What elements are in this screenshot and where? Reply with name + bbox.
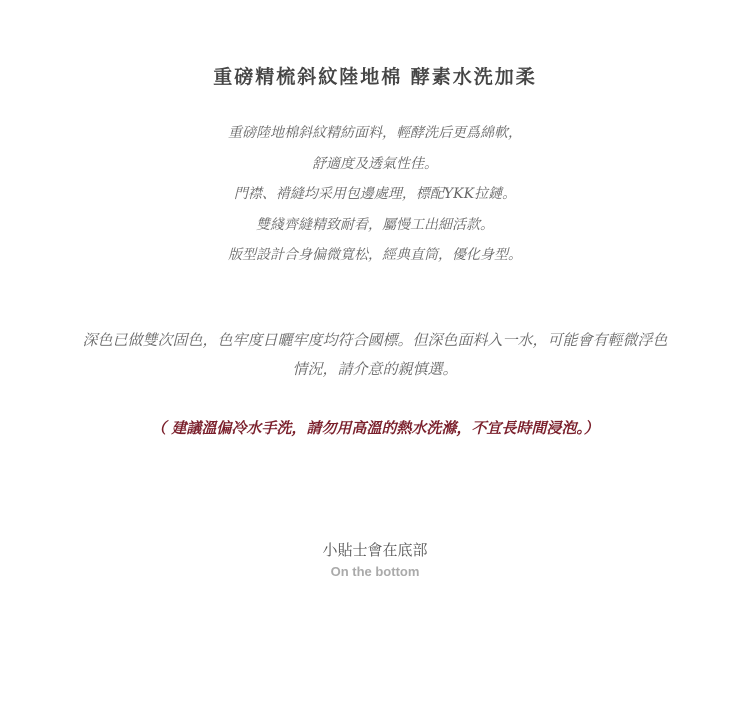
tips-label-en: On the bottom: [330, 564, 420, 579]
notice-line: 深色已做雙次固色，色牢度日曬牢度均符合國標。但深色面料入一水，可能會有輕微浮色: [82, 331, 668, 349]
intro-line: 舒適度及透氣性佳。: [312, 155, 438, 172]
intro-line: 雙綫齊縫精致耐看，屬慢工出細活款。: [256, 216, 494, 233]
intro-line: 門襟、褙縫均采用包邊處理，標配YKK拉鏈。: [233, 186, 517, 202]
color-notice-block: [0, 326, 750, 384]
page-title: 重磅精梳斜紋陸地棉 酵素水洗加柔: [213, 66, 537, 88]
wash-warning: （ 建議溫偏冷水手洗，請勿用高溫的熱水洗滌，不宜長時間浸泡。）: [151, 419, 599, 437]
notice-line: 情況，請介意的親慎選。: [292, 360, 458, 378]
tips-label: 小貼士會在底部: [322, 541, 428, 559]
intro-line: 重磅陸地棉斜紋精紡面料，輕酵洗后更爲綿軟，: [228, 125, 522, 141]
intro-text-block: [0, 118, 750, 271]
intro-line: 版型設計合身偏微寬松，經典直筒，優化身型。: [228, 247, 522, 263]
